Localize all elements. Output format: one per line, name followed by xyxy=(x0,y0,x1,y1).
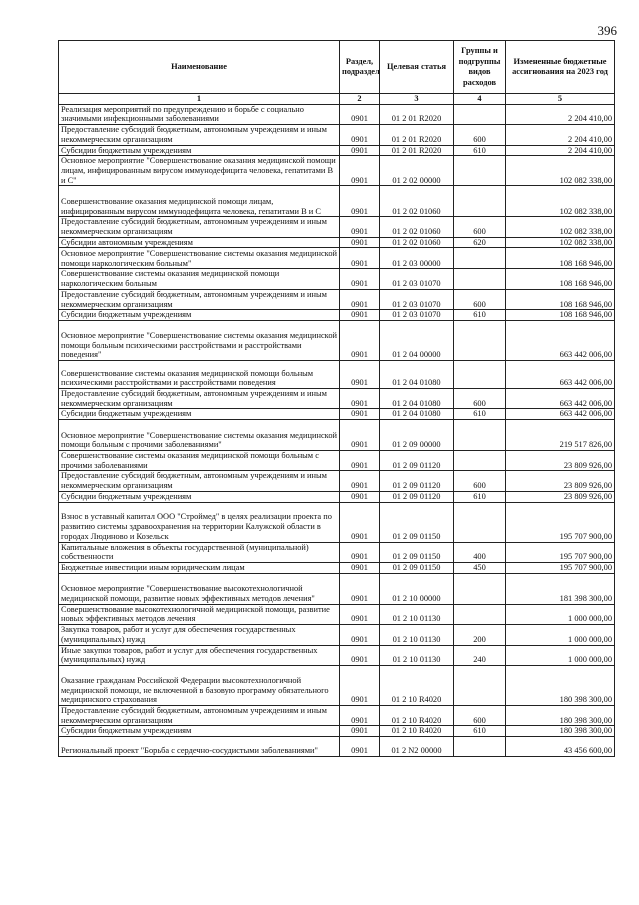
row-group xyxy=(454,604,506,624)
row-amount: 108 168 946,00 xyxy=(506,310,615,321)
row-amount: 663 442 006,00 xyxy=(506,409,615,420)
row-amount: 43 456 600,00 xyxy=(506,737,615,757)
row-group xyxy=(454,665,506,705)
row-section: 0901 xyxy=(340,542,380,562)
row-name: Совершенствование оказания медицинской помощи лицам, инфицированным вирусом иммунодефицита человека, гепатитами В и С xyxy=(59,186,340,217)
row-target: 01 2 10 01130 xyxy=(380,625,454,645)
column-number: 2 xyxy=(340,94,380,105)
table-row xyxy=(59,409,615,420)
row-group xyxy=(454,420,506,451)
column-number: 1 xyxy=(59,94,340,105)
table-row xyxy=(59,186,615,217)
row-target: 01 2 N2 00000 xyxy=(380,737,454,757)
row-target: 01 2 09 01150 xyxy=(380,502,454,542)
row-target: 01 2 03 00000 xyxy=(380,248,454,269)
row-group: 600 xyxy=(454,705,506,725)
row-amount: 1 000 000,00 xyxy=(506,604,615,624)
table-row xyxy=(59,451,615,471)
row-name: Основное мероприятие "Совершенствование системы оказания медицинской помощи больным психическими расстройствами и расстройствами поведения" xyxy=(59,320,340,360)
table-row xyxy=(59,726,615,737)
row-group: 600 xyxy=(454,125,506,145)
row-amount: 195 707 900,00 xyxy=(506,542,615,562)
row-group xyxy=(454,156,506,186)
row-name: Бюджетные инвестиции иным юридическим лицам xyxy=(59,562,340,573)
row-amount: 108 168 946,00 xyxy=(506,269,615,289)
row-group: 600 xyxy=(454,289,506,309)
row-group xyxy=(454,573,506,604)
row-amount: 195 707 900,00 xyxy=(506,502,615,542)
row-name: Закупка товаров, работ и услуг для обеспечения государственных (муниципальных) нужд xyxy=(59,625,340,645)
row-name: Субсидии автономным учреждениям xyxy=(59,237,340,248)
row-group: 600 xyxy=(454,471,506,491)
row-section: 0901 xyxy=(340,645,380,665)
row-section: 0901 xyxy=(340,237,380,248)
table-row xyxy=(59,104,615,124)
column-number-row xyxy=(59,94,615,105)
table-row xyxy=(59,289,615,309)
row-amount: 102 082 338,00 xyxy=(506,156,615,186)
column-number: 5 xyxy=(506,94,615,105)
row-name: Предоставление субсидий бюджетным, автономным учреждениям и иным некоммерческим организациям xyxy=(59,388,340,408)
row-group: 610 xyxy=(454,409,506,420)
row-amount: 1 000 000,00 xyxy=(506,645,615,665)
row-group: 610 xyxy=(454,726,506,737)
table-row xyxy=(59,217,615,237)
table-row xyxy=(59,562,615,573)
row-group xyxy=(454,248,506,269)
row-group xyxy=(454,502,506,542)
row-amount: 663 442 006,00 xyxy=(506,360,615,388)
row-target: 01 2 01 R2020 xyxy=(380,104,454,124)
row-section: 0901 xyxy=(340,705,380,725)
row-group xyxy=(454,320,506,360)
table-row xyxy=(59,705,615,725)
table-row xyxy=(59,310,615,321)
row-section: 0901 xyxy=(340,269,380,289)
row-name: Субсидии бюджетным учреждениям xyxy=(59,310,340,321)
row-target: 01 2 10 R4020 xyxy=(380,665,454,705)
page-number: 396 xyxy=(597,23,617,38)
row-amount: 195 707 900,00 xyxy=(506,562,615,573)
table-row xyxy=(59,471,615,491)
table-row xyxy=(59,125,615,145)
row-section: 0901 xyxy=(340,289,380,309)
row-section: 0901 xyxy=(340,726,380,737)
row-group: 200 xyxy=(454,625,506,645)
row-section: 0901 xyxy=(340,156,380,186)
row-amount: 2 204 410,00 xyxy=(506,125,615,145)
row-section: 0901 xyxy=(340,604,380,624)
row-group xyxy=(454,104,506,124)
table-row xyxy=(59,145,615,156)
row-name: Капитальные вложения в объекты государственной (муниципальной) собственности xyxy=(59,542,340,562)
header-name: Наименование xyxy=(59,41,340,94)
row-name: Основное мероприятие "Совершенствование системы оказания медицинской помощи наркологическим больным" xyxy=(59,248,340,269)
table-row xyxy=(59,645,615,665)
row-group: 240 xyxy=(454,645,506,665)
row-section: 0901 xyxy=(340,320,380,360)
row-amount: 2 204 410,00 xyxy=(506,104,615,124)
row-amount: 663 442 006,00 xyxy=(506,320,615,360)
row-target: 01 2 02 01060 xyxy=(380,217,454,237)
header-groups: Группы и подгруппы видов расходов xyxy=(454,41,506,94)
table-row xyxy=(59,573,615,604)
row-target: 01 2 03 01070 xyxy=(380,310,454,321)
row-group xyxy=(454,737,506,757)
row-amount: 181 398 300,00 xyxy=(506,573,615,604)
row-section: 0901 xyxy=(340,104,380,124)
row-amount: 108 168 946,00 xyxy=(506,289,615,309)
table-row xyxy=(59,737,615,757)
row-section: 0901 xyxy=(340,573,380,604)
row-name: Субсидии бюджетным учреждениям xyxy=(59,491,340,502)
table-row xyxy=(59,248,615,269)
budget-table xyxy=(58,40,615,757)
row-amount: 180 398 300,00 xyxy=(506,726,615,737)
column-number: 4 xyxy=(454,94,506,105)
row-section: 0901 xyxy=(340,491,380,502)
row-section: 0901 xyxy=(340,471,380,491)
row-section: 0901 xyxy=(340,737,380,757)
row-group xyxy=(454,186,506,217)
row-amount: 23 809 926,00 xyxy=(506,451,615,471)
table-row xyxy=(59,491,615,502)
header-target: Целевая статья xyxy=(380,41,454,94)
row-section: 0901 xyxy=(340,186,380,217)
row-target: 01 2 02 00000 xyxy=(380,156,454,186)
row-group: 610 xyxy=(454,310,506,321)
row-target: 01 2 09 01120 xyxy=(380,491,454,502)
row-section: 0901 xyxy=(340,409,380,420)
header-row xyxy=(59,41,615,94)
row-group: 600 xyxy=(454,388,506,408)
row-target: 01 2 03 01070 xyxy=(380,289,454,309)
row-group xyxy=(454,269,506,289)
row-target: 01 2 04 01080 xyxy=(380,409,454,420)
row-group: 400 xyxy=(454,542,506,562)
row-group: 610 xyxy=(454,491,506,502)
row-amount: 219 517 826,00 xyxy=(506,420,615,451)
row-section: 0901 xyxy=(340,248,380,269)
table-row xyxy=(59,156,615,186)
row-amount: 102 082 338,00 xyxy=(506,217,615,237)
row-name: Субсидии бюджетным учреждениям xyxy=(59,726,340,737)
row-group: 600 xyxy=(454,217,506,237)
header-section: Раздел, подраздел xyxy=(340,41,380,94)
row-amount: 23 809 926,00 xyxy=(506,471,615,491)
table-row xyxy=(59,502,615,542)
row-target: 01 2 02 01060 xyxy=(380,237,454,248)
row-amount: 1 000 000,00 xyxy=(506,625,615,645)
row-name: Субсидии бюджетным учреждениям xyxy=(59,145,340,156)
table-row xyxy=(59,388,615,408)
row-name: Основное мероприятие "Совершенствование оказания медицинской помощи лицам, инфицированным вирусом иммунодефицита человека, гепатитами В и С" xyxy=(59,156,340,186)
row-target: 01 2 10 00000 xyxy=(380,573,454,604)
row-name: Взнос в уставный капитал ООО "Строймед" в целях реализации проекта по развитию системы здравоохранения на территории Калужской области в городах Людиново и Козельск xyxy=(59,502,340,542)
row-name: Предоставление субсидий бюджетным, автономным учреждениям и иным некоммерческим организациям xyxy=(59,471,340,491)
row-name: Субсидии бюджетным учреждениям xyxy=(59,409,340,420)
row-amount: 102 082 338,00 xyxy=(506,186,615,217)
row-section: 0901 xyxy=(340,217,380,237)
row-target: 01 2 02 01060 xyxy=(380,186,454,217)
row-amount: 180 398 300,00 xyxy=(506,705,615,725)
row-group: 450 xyxy=(454,562,506,573)
row-name: Основное мероприятие "Совершенствование высокотехнологичной медицинской помощи, развитие новых эффективных методов лечения" xyxy=(59,573,340,604)
table-body xyxy=(59,104,615,756)
row-group: 620 xyxy=(454,237,506,248)
table-row xyxy=(59,542,615,562)
table-row xyxy=(59,420,615,451)
row-target: 01 2 09 01150 xyxy=(380,562,454,573)
row-target: 01 2 03 01070 xyxy=(380,269,454,289)
row-amount: 663 442 006,00 xyxy=(506,388,615,408)
row-name: Предоставление субсидий бюджетным, автономным учреждениям и иным некоммерческим организациям xyxy=(59,289,340,309)
row-target: 01 2 01 R2020 xyxy=(380,145,454,156)
row-section: 0901 xyxy=(340,451,380,471)
row-amount: 2 204 410,00 xyxy=(506,145,615,156)
table-row xyxy=(59,604,615,624)
row-target: 01 2 01 R2020 xyxy=(380,125,454,145)
row-section: 0901 xyxy=(340,388,380,408)
row-name: Совершенствование системы оказания медицинской помощи наркологическим больным xyxy=(59,269,340,289)
row-name: Предоставление субсидий бюджетным, автономным учреждениям и иным некоммерческим организациям xyxy=(59,125,340,145)
row-section: 0901 xyxy=(340,310,380,321)
row-amount: 108 168 946,00 xyxy=(506,248,615,269)
row-target: 01 2 10 R4020 xyxy=(380,726,454,737)
row-target: 01 2 09 00000 xyxy=(380,420,454,451)
row-name: Совершенствование высокотехнологичной медицинской помощи, развитие новых эффективных методов лечения xyxy=(59,604,340,624)
row-amount: 180 398 300,00 xyxy=(506,665,615,705)
row-target: 01 2 09 01150 xyxy=(380,542,454,562)
row-section: 0901 xyxy=(340,360,380,388)
row-name: Предоставление субсидий бюджетным, автономным учреждениям и иным некоммерческим организациям xyxy=(59,705,340,725)
row-target: 01 2 10 R4020 xyxy=(380,705,454,725)
row-target: 01 2 10 01130 xyxy=(380,645,454,665)
row-name: Иные закупки товаров, работ и услуг для обеспечения государственных (муниципальных) нужд xyxy=(59,645,340,665)
row-section: 0901 xyxy=(340,665,380,705)
column-number: 3 xyxy=(380,94,454,105)
row-name: Оказание гражданам Российской Федерации высокотехнологичной медицинской помощи, не включенной в базовую программу обязательного медицинского страхования xyxy=(59,665,340,705)
table-row xyxy=(59,320,615,360)
row-amount: 23 809 926,00 xyxy=(506,491,615,502)
row-name: Предоставление субсидий бюджетным, автономным учреждениям и иным некоммерческим организациям xyxy=(59,217,340,237)
row-target: 01 2 10 01130 xyxy=(380,604,454,624)
row-section: 0901 xyxy=(340,125,380,145)
table-row xyxy=(59,269,615,289)
table-row xyxy=(59,625,615,645)
row-target: 01 2 09 01120 xyxy=(380,451,454,471)
row-name: Региональный проект "Борьба с сердечно-сосудистыми заболеваниями" xyxy=(59,737,340,757)
row-target: 01 2 04 00000 xyxy=(380,320,454,360)
table-row xyxy=(59,360,615,388)
row-name: Основное мероприятие "Совершенствование системы оказания медицинской помощи больным с прочими заболеваниями" xyxy=(59,420,340,451)
row-section: 0901 xyxy=(340,420,380,451)
row-target: 01 2 09 01120 xyxy=(380,471,454,491)
row-amount: 102 082 338,00 xyxy=(506,237,615,248)
row-name: Совершенствование системы оказания медицинской помощи больным с прочими заболеваниями xyxy=(59,451,340,471)
table-row xyxy=(59,665,615,705)
row-group xyxy=(454,360,506,388)
row-group: 610 xyxy=(454,145,506,156)
row-target: 01 2 04 01080 xyxy=(380,388,454,408)
row-section: 0901 xyxy=(340,562,380,573)
row-section: 0901 xyxy=(340,625,380,645)
row-name: Совершенствование системы оказания медицинской помощи больным психическими расстройствами и расстройствами поведения xyxy=(59,360,340,388)
row-section: 0901 xyxy=(340,502,380,542)
row-target: 01 2 04 01080 xyxy=(380,360,454,388)
row-section: 0901 xyxy=(340,145,380,156)
table-row xyxy=(59,237,615,248)
row-name: Реализация мероприятий по предупреждению и борьбе с социально значимыми инфекционными заболеваниями xyxy=(59,104,340,124)
row-group xyxy=(454,451,506,471)
header-amount: Измененные бюджетные ассигнования на 2023 год xyxy=(506,41,615,94)
